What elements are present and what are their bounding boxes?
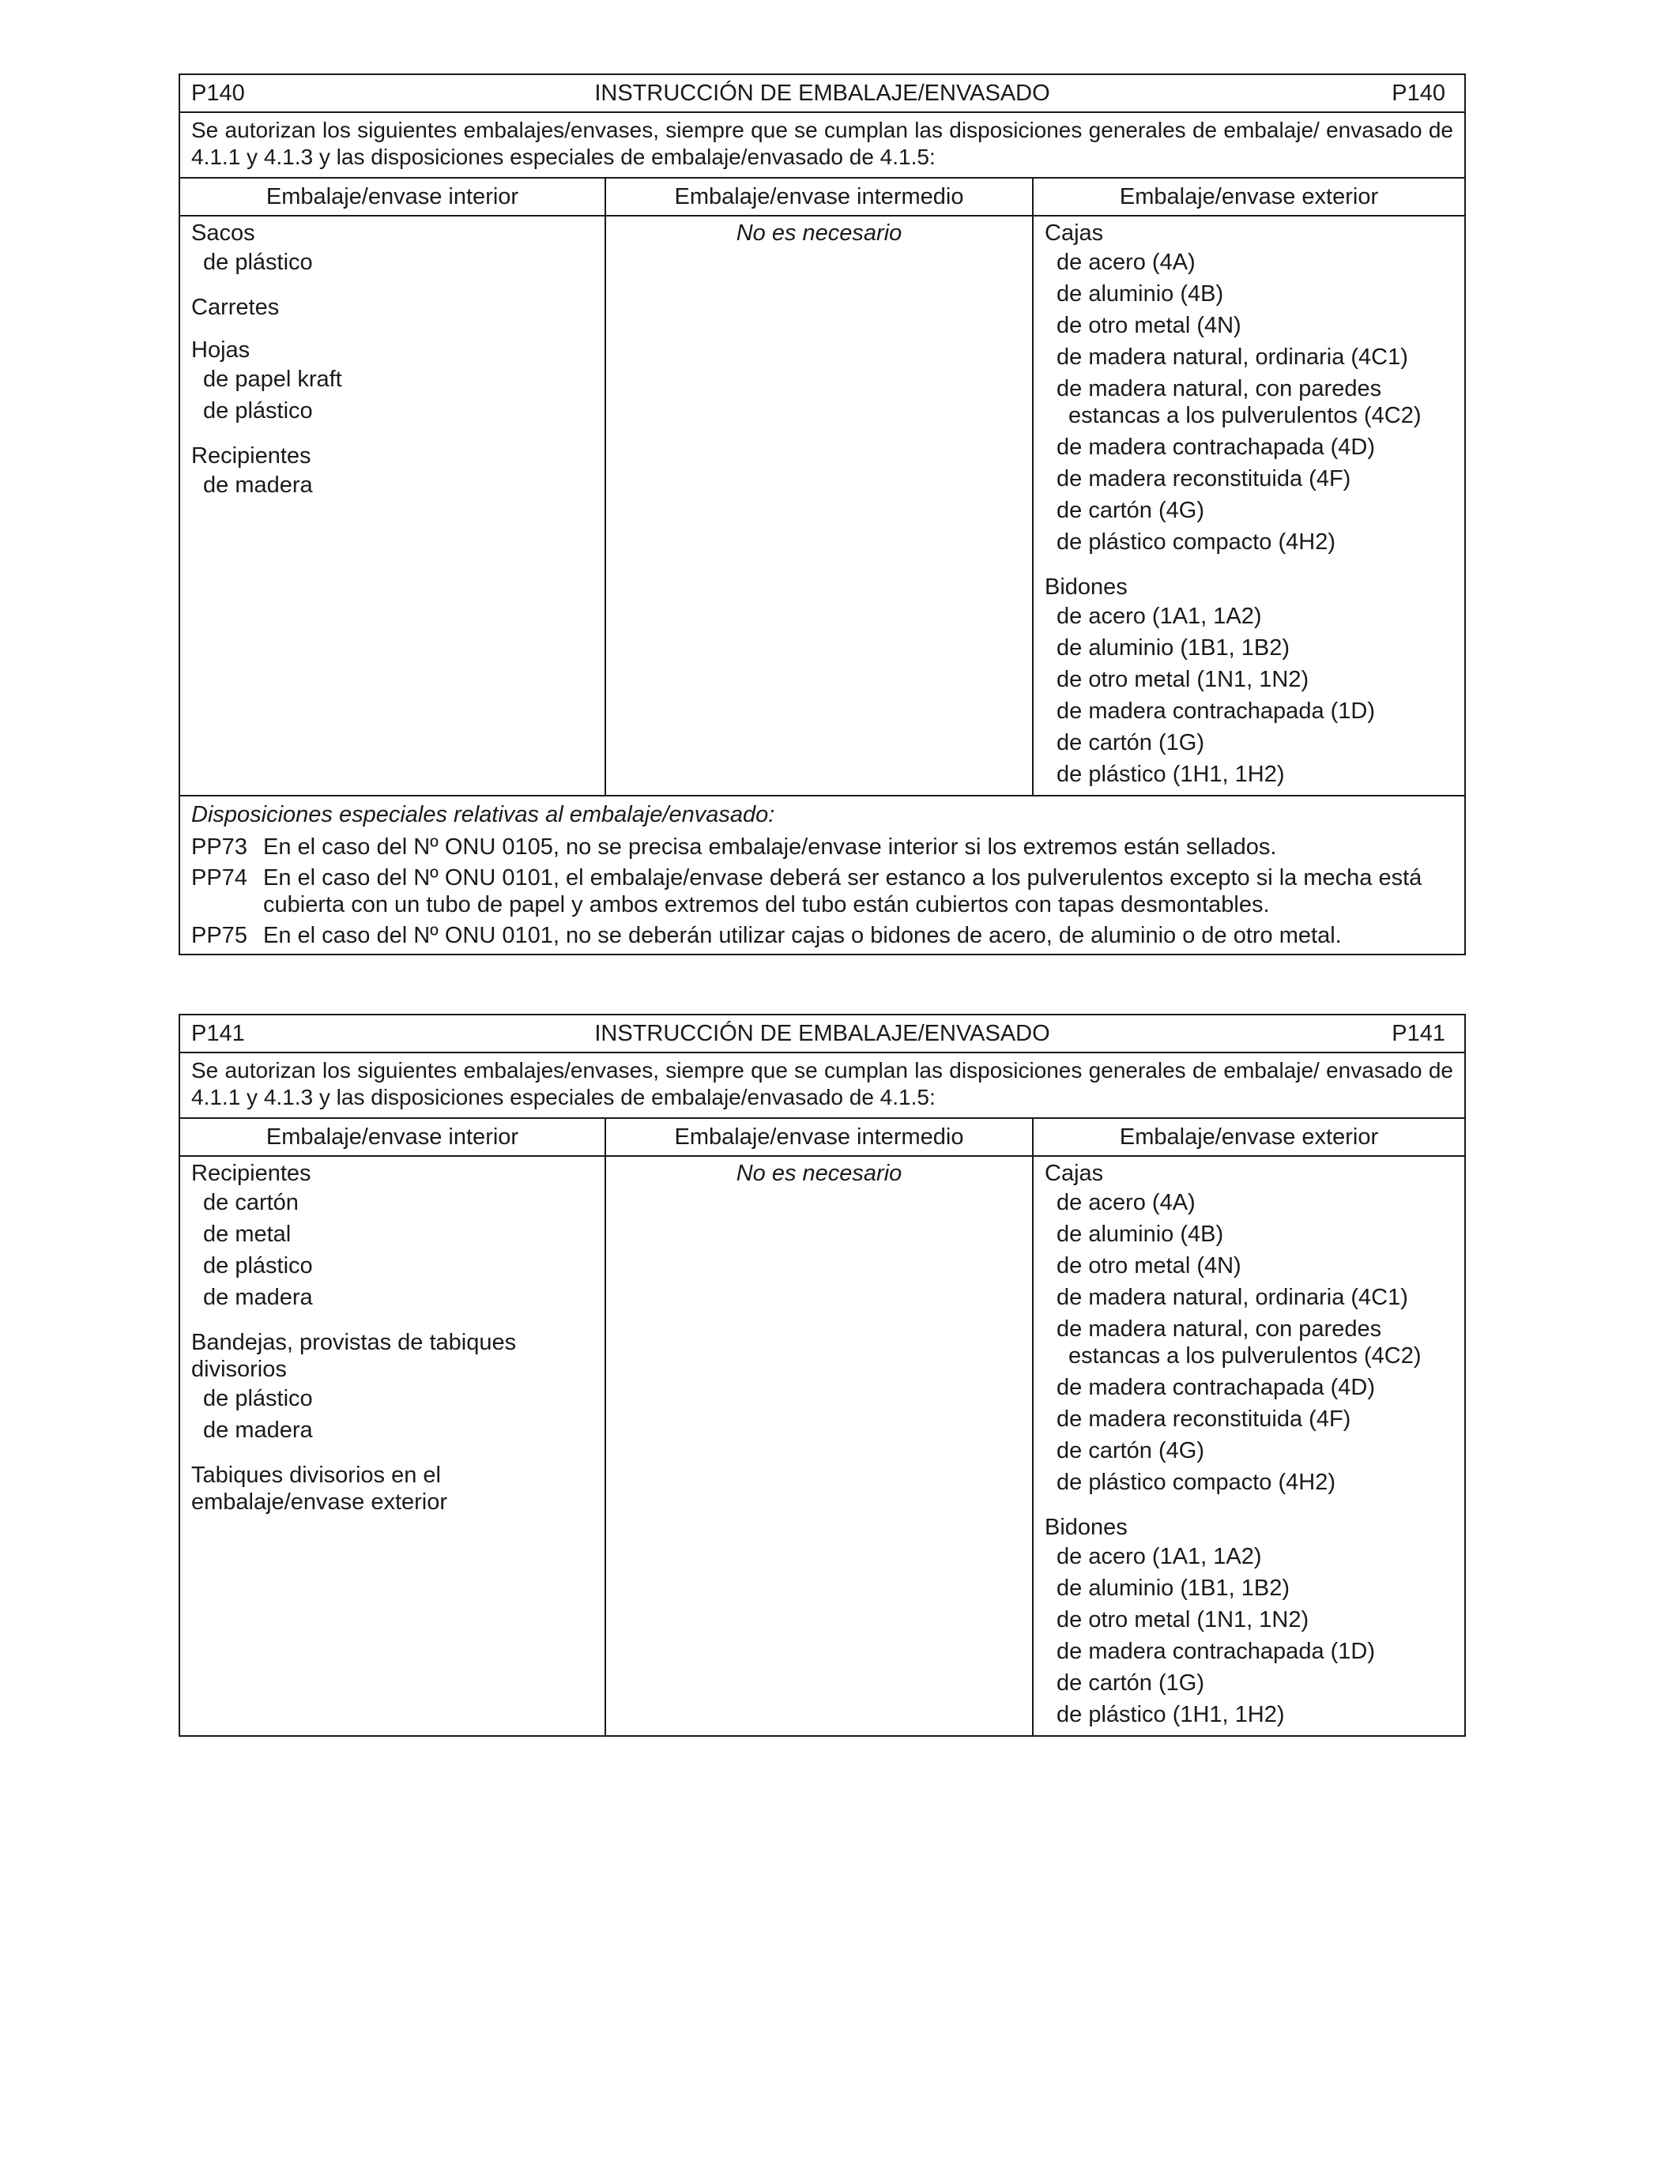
group-heading: Bandejas, provistas de tabiques divisorios [191, 1330, 517, 1382]
list-item: de acero (1A1, 1A2) [1057, 1544, 1262, 1569]
table-body [180, 217, 1464, 796]
col-header-outer: Embalaje/envase exterior [1119, 1124, 1379, 1150]
list-item: de madera natural, con paredes estancas a los pulverulentos (4C2) [1057, 1316, 1422, 1369]
list-item: de otro metal (1N1, 1N2) [1057, 1607, 1309, 1632]
list-item: de otro metal (4N) [1057, 1253, 1241, 1278]
list-item: de madera natural, ordinaria (4C1) [1057, 1285, 1408, 1310]
provision-text: En el caso del Nº ONU 0101, el embalaje/envase deberá ser estanco a los pulverulentos excepto si la mecha está cubierta con un tubo de papel y ambos extremos del tubo están cubiertos con tapas desmontables. [263, 865, 1422, 917]
list-group [191, 220, 593, 278]
list-item: de cartón (1G) [1057, 1670, 1204, 1696]
special-provisions [180, 796, 1464, 954]
instruction-code-left: P140 [191, 81, 245, 106]
list-item: de acero (4A) [1057, 1190, 1196, 1215]
instruction-title: INSTRUCCIÓN DE EMBALAJE/ENVASADO [594, 81, 1050, 106]
list-item: de madera natural, con paredes estancas a los pulverulentos (4C2) [1057, 376, 1422, 428]
provisions-title: Disposiciones especiales relativas al embalaje/envasado: [191, 802, 775, 827]
list-item: de metal [203, 1222, 292, 1247]
packing-instruction-p141 [179, 1014, 1466, 1737]
list-group [191, 442, 593, 501]
provision-code: PP74 [191, 865, 247, 891]
list-item: de plástico (1H1, 1H2) [1057, 1702, 1285, 1727]
list-item: de madera [203, 1418, 313, 1443]
outer-packaging-cell [1034, 1157, 1464, 1735]
col-header-intermediate: Embalaje/envase intermedio [606, 179, 1034, 215]
not-necessary-note: No es necesario [736, 1161, 902, 1186]
col-header-inner: Embalaje/envase interior [180, 179, 606, 215]
list-group [191, 294, 593, 321]
intermediate-packaging-cell [606, 217, 1034, 795]
instruction-code-right: P141 [1392, 1021, 1445, 1046]
group-heading: Recipientes [191, 1161, 311, 1186]
outer-packaging-cell [1034, 217, 1464, 795]
list-item: de madera contrachapada (4D) [1057, 1375, 1376, 1400]
list-item: de aluminio (1B1, 1B2) [1057, 1576, 1290, 1601]
provision-text: En el caso del Nº ONU 0101, no se deberán utilizar cajas o bidones de acero, de aluminio o de otro metal. [263, 923, 1342, 948]
list-item: de madera [203, 1285, 313, 1310]
list-group [1045, 1514, 1453, 1730]
intermediate-packaging-cell [606, 1157, 1034, 1735]
list-group [191, 1160, 593, 1313]
provision-text: En el caso del Nº ONU 0105, no se precisa embalaje/envase interior si los extremos están sellados. [263, 834, 1277, 860]
group-heading: Tabiques divisorios en el embalaje/envase exterior [191, 1463, 448, 1515]
list-item: de cartón (4G) [1057, 498, 1204, 523]
list-item: de madera [203, 473, 313, 498]
list-item: de madera contrachapada (1D) [1057, 1639, 1376, 1664]
list-group [1045, 220, 1453, 558]
list-group [191, 1329, 593, 1446]
list-item: de plástico compacto (4H2) [1057, 1470, 1335, 1495]
instruction-code-left: P141 [191, 1021, 245, 1046]
list-group [191, 337, 593, 427]
inner-packaging-cell [180, 217, 606, 795]
list-item: de plástico [203, 398, 313, 424]
list-item: de otro metal (1N1, 1N2) [1057, 667, 1309, 692]
provision-code: PP75 [191, 923, 247, 948]
list-item: de plástico compacto (4H2) [1057, 529, 1335, 555]
intro-text: Se autorizan los siguientes embalajes/envases, siempre que se cumplan las disposiciones generales de embalaje/ envasado de 4.1.1 y 4.1.3 y las disposiciones especiales de embalaje/envasado de 4.1.5: [180, 1053, 1464, 1119]
not-necessary-note: No es necesario [736, 220, 902, 246]
list-item: de cartón [203, 1190, 299, 1215]
group-heading: Recipientes [191, 443, 311, 469]
group-heading: Hojas [191, 337, 250, 363]
group-heading: Bidones [1045, 574, 1128, 600]
list-item: de madera reconstituida (4F) [1057, 466, 1351, 491]
list-item: de cartón (1G) [1057, 730, 1204, 755]
column-headers [180, 1119, 1464, 1157]
provision-code: PP73 [191, 834, 247, 860]
list-item: de plástico [203, 1386, 313, 1411]
table-header [180, 1015, 1464, 1053]
packing-instruction-p140 [179, 73, 1466, 955]
intro-text: Se autorizan los siguientes embalajes/envases, siempre que se cumplan las disposiciones generales de embalaje/ envasado de 4.1.1 y 4.1.3 y las disposiciones especiales de embalaje/envasado de 4.1.5: [180, 113, 1464, 179]
instruction-title: INSTRUCCIÓN DE EMBALAJE/ENVASADO [594, 1021, 1050, 1046]
list-item: de madera natural, ordinaria (4C1) [1057, 345, 1408, 370]
list-item: de plástico [203, 1253, 313, 1278]
provision-item [191, 834, 1453, 860]
group-heading: Bidones [1045, 1515, 1128, 1540]
instruction-code-right: P140 [1392, 81, 1445, 106]
list-item: de aluminio (4B) [1057, 1222, 1224, 1247]
table-body [180, 1157, 1464, 1735]
list-item: de madera contrachapada (1D) [1057, 699, 1376, 724]
list-item: de plástico [203, 250, 313, 275]
column-headers [180, 179, 1464, 217]
list-item: de acero (4A) [1057, 250, 1196, 275]
list-item: de otro metal (4N) [1057, 313, 1241, 338]
list-item: de papel kraft [203, 367, 342, 392]
provision-item [191, 864, 1453, 918]
group-heading: Sacos [191, 220, 255, 246]
provision-item [191, 922, 1453, 949]
table-header [180, 75, 1464, 113]
list-group [1045, 574, 1453, 790]
group-heading: Cajas [1045, 1161, 1104, 1186]
group-heading: Carretes [191, 295, 280, 320]
group-heading: Cajas [1045, 220, 1104, 246]
list-group [191, 1462, 593, 1516]
list-item: de madera contrachapada (4D) [1057, 435, 1376, 460]
list-item: de aluminio (4B) [1057, 281, 1224, 307]
list-item: de cartón (4G) [1057, 1438, 1204, 1463]
list-item: de aluminio (1B1, 1B2) [1057, 635, 1290, 661]
list-item: de acero (1A1, 1A2) [1057, 604, 1262, 629]
list-group [1045, 1160, 1453, 1498]
list-item: de madera reconstituida (4F) [1057, 1406, 1351, 1432]
col-header-inner: Embalaje/envase interior [180, 1119, 606, 1155]
col-header-outer: Embalaje/envase exterior [1119, 184, 1379, 209]
list-item: de plástico (1H1, 1H2) [1057, 762, 1285, 787]
col-header-intermediate: Embalaje/envase intermedio [606, 1119, 1034, 1155]
inner-packaging-cell [180, 1157, 606, 1735]
